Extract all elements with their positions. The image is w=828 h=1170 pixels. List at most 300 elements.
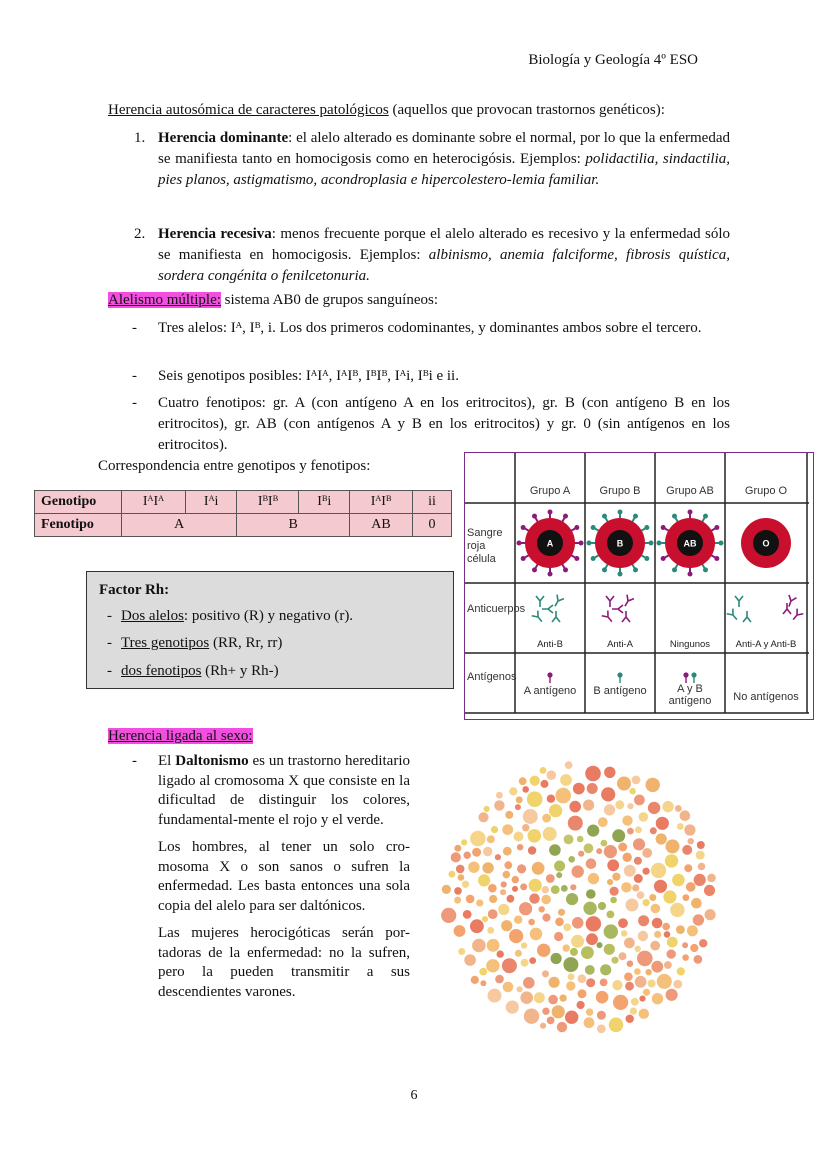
- ishihara-dot: [615, 800, 624, 809]
- ishihara-dot: [487, 835, 495, 843]
- ishihara-dot: [642, 848, 652, 858]
- ishihara-dot: [572, 865, 584, 877]
- antigen-tip: [672, 567, 677, 572]
- ishihara-dot: [470, 919, 484, 933]
- ishihara-dot: [540, 767, 547, 774]
- ishihara-dot: [530, 928, 543, 941]
- ishihara-dot: [551, 885, 560, 894]
- antigen-label: A y B antígeno: [668, 683, 712, 707]
- ishihara-dot: [561, 885, 568, 892]
- ishihara-dot: [563, 944, 570, 951]
- ishihara-dot: [483, 847, 492, 856]
- ishihara-dot: [632, 884, 639, 891]
- table-cell: IᴬIᴮ: [350, 491, 413, 514]
- table-cell: Iᴬi: [185, 491, 236, 514]
- ishihara-dot: [694, 874, 706, 886]
- ishihara-dot: [631, 998, 639, 1006]
- ishihara-dot: [600, 964, 611, 975]
- table-row: [35, 514, 452, 537]
- ishihara-dot: [571, 935, 584, 948]
- ishihara-dot: [693, 914, 704, 925]
- ishihara-dot: [611, 957, 618, 964]
- ishihara-dot: [517, 986, 523, 992]
- antigen-tip: [703, 567, 708, 572]
- antigen-tip: [521, 556, 526, 561]
- ishihara-dot: [684, 824, 695, 835]
- ishihara-dot: [491, 826, 498, 833]
- ishihara-dot: [627, 960, 634, 967]
- antigen-tip: [719, 541, 724, 546]
- ishihara-dot: [684, 864, 692, 872]
- item-number: 1.: [134, 130, 146, 146]
- ishihara-dot: [515, 950, 522, 957]
- ishihara-dot: [507, 895, 515, 903]
- ishihara-dot: [480, 980, 486, 986]
- ishihara-dot: [449, 871, 456, 878]
- ishihara-dot: [656, 833, 667, 844]
- ishihara-dot: [489, 895, 497, 903]
- ishihara-dot: [687, 925, 698, 936]
- ishihara-dot: [512, 876, 519, 883]
- ishihara-dot: [572, 917, 584, 929]
- ishihara-dot: [624, 865, 636, 877]
- section-autosomal-subtitle: (aquellos que provocan trastornos genéticos):: [388, 102, 665, 118]
- ishihara-dot: [509, 929, 523, 943]
- ishihara-dot: [521, 959, 529, 967]
- ishihara-dot: [651, 863, 666, 878]
- item-bold: Herencia dominante: [158, 130, 289, 146]
- ishihara-dot: [654, 880, 667, 893]
- ishihara-dot: [624, 972, 633, 981]
- item-text: : el alelo alterado es dominante sobre el normal, por lo que la enfermedad se manifiesta tanto en homocigosis como en heterocigósis. Ejemplos:: [158, 130, 730, 167]
- ishihara-dot: [597, 1024, 606, 1033]
- ishihara-dot: [696, 851, 705, 860]
- antibody-label: Anti-A: [607, 639, 633, 650]
- antigen-icon: [683, 672, 688, 683]
- ishihara-dot: [650, 941, 660, 951]
- ishihara-dot: [512, 886, 518, 892]
- page-header: Biología y Geología 4º ESO: [528, 52, 698, 68]
- ishihara-dot: [478, 812, 488, 822]
- ishihara-dot: [596, 991, 609, 1004]
- ishihara-dot: [505, 811, 513, 819]
- ishihara-dot: [652, 918, 663, 929]
- ishihara-dot: [634, 795, 645, 806]
- ishihara-dot: [598, 817, 608, 827]
- antigen-label: A antígeno: [523, 685, 577, 697]
- bullet-text: Tres alelos: Iᴬ, Iᴮ, i. Los dos primeros codominantes, y dominantes ambos sobre el tercero.: [158, 320, 702, 336]
- ishihara-dot: [621, 882, 631, 892]
- section-sex-linked: [108, 726, 253, 747]
- ishihara-dot: [458, 948, 465, 955]
- ishihara-dot: [607, 879, 613, 885]
- ishihara-dot: [563, 923, 571, 931]
- ishihara-dot: [488, 989, 502, 1003]
- bullet-text: Seis genotipos posibles: IᴬIᴬ, IᴬIᴮ, IᴮIᴮ, Iᴬi, Iᴮi e ii.: [158, 368, 459, 384]
- ishihara-dot: [541, 780, 549, 788]
- antigen-tip: [688, 510, 693, 515]
- section-sex-linked-title: Herencia ligada al sexo:: [108, 728, 253, 744]
- ishihara-dot: [651, 904, 661, 914]
- ishihara-dot: [648, 980, 656, 988]
- table-cell: IᴬIᴬ: [122, 491, 186, 514]
- antibody-icon: [536, 596, 544, 607]
- blood-group-chart: [464, 452, 814, 720]
- ishihara-dot: [635, 826, 642, 833]
- ishihara-dot: [634, 968, 641, 975]
- ishihara-dot: [488, 909, 498, 919]
- ishihara-dot: [677, 823, 684, 830]
- ishihara-dot: [529, 879, 542, 892]
- antigen-tip: [517, 541, 522, 546]
- paragraph: Las mujeres herocigóticas serán por-tadoras de la enfermedad: no la sufren, pero la pueden transmitir a sus descendientes varones.: [158, 925, 410, 1000]
- ishihara-dot: [657, 974, 672, 989]
- ishihara-dot: [690, 944, 698, 952]
- ishihara-dot: [604, 845, 617, 858]
- ishihara-dot: [487, 939, 500, 952]
- ishihara-dot: [494, 800, 504, 810]
- ishihara-dot: [547, 795, 555, 803]
- ishihara-dot: [514, 832, 524, 842]
- ishihara-dot: [503, 982, 514, 993]
- ishihara-dot: [612, 980, 622, 990]
- antibody-icon: [790, 609, 803, 623]
- ishihara-dot: [546, 874, 555, 883]
- antigen-tip: [618, 572, 623, 577]
- ishihara-dot: [704, 885, 715, 896]
- bullet-text: Cuatro fenotipos: gr. A (con antígeno A en los eritrocitos), gr. B (con antígeno B en los eritrocitos), gr. AB (con antígenos A y B en los eritrocitos) y gr. 0 (sin antígenos en los eritrocitos).: [158, 395, 730, 453]
- table-cell: A: [122, 514, 237, 537]
- antigen-tip: [602, 514, 607, 519]
- ishihara-dot: [540, 1023, 546, 1029]
- group-header: Grupo AB: [666, 485, 714, 497]
- ishihara-dot: [549, 844, 561, 856]
- ishihara-dot: [549, 804, 562, 817]
- ishihara-dot: [519, 902, 532, 915]
- antibody-label: Ningunos: [669, 639, 711, 650]
- item-bold: Herencia recesiva: [158, 226, 272, 242]
- ishihara-dot: [569, 801, 581, 813]
- ishihara-dot: [555, 918, 564, 927]
- ishihara-dot: [667, 937, 678, 948]
- ishihara-dot: [537, 944, 550, 957]
- antibody-icon: [602, 611, 615, 625]
- antibody-icon: [735, 596, 743, 607]
- antigen-tip: [657, 541, 662, 546]
- ishihara-dot: [581, 946, 594, 959]
- antigen-tip: [672, 514, 677, 519]
- ishihara-dot: [470, 831, 486, 847]
- ishihara-dot: [552, 1005, 565, 1018]
- ishihara-dot: [549, 977, 560, 988]
- ishihara-dot: [626, 1015, 634, 1023]
- antigen-icon: [547, 672, 552, 683]
- ishihara-dot: [577, 1001, 585, 1009]
- ishihara-dot: [570, 884, 576, 890]
- ishihara-dot: [532, 862, 545, 875]
- ishihara-dot: [503, 847, 512, 856]
- ishihara-dot: [613, 995, 628, 1010]
- ishihara-dot: [635, 976, 647, 988]
- ishihara-dot: [645, 969, 651, 975]
- ishihara-dot: [476, 899, 483, 906]
- ishihara-dot: [454, 845, 461, 852]
- ishihara-dot: [639, 996, 645, 1002]
- antigen-tip: [591, 525, 596, 530]
- antigen-tip: [563, 514, 568, 519]
- ishihara-dot: [509, 787, 517, 795]
- ishihara-dot: [664, 961, 672, 969]
- ishihara-dot: [498, 904, 509, 915]
- ishihara-dot: [587, 783, 598, 794]
- ishihara-dot: [501, 920, 512, 931]
- ishihara-dot: [683, 894, 690, 901]
- ishihara-dot: [630, 788, 636, 794]
- ishihara-dot: [454, 887, 462, 895]
- ishihara-dot: [542, 970, 549, 977]
- antigen-tip: [661, 525, 666, 530]
- ishihara-dot: [691, 898, 702, 909]
- ishihara-dot: [496, 792, 503, 799]
- row-label: Anticuerpos: [467, 603, 526, 615]
- ishihara-dot: [556, 872, 562, 878]
- ishihara-dot: [612, 873, 620, 881]
- ishihara-dot: [666, 839, 680, 853]
- ishihara-dot: [652, 993, 663, 1004]
- ishihara-dot: [454, 925, 466, 937]
- item-text: : menos frecuente porque el alelo alterado es recesivo y la enfermedad sólo se manifiesta en homocigosis. Ejemplos:: [158, 226, 731, 263]
- antigen-tip: [587, 541, 592, 546]
- cell-letter: A: [546, 538, 554, 549]
- ishihara-dot: [541, 895, 551, 905]
- ishihara-dot: [585, 965, 595, 975]
- ishihara-dot: [624, 938, 635, 949]
- rh-factor-box: [86, 571, 454, 689]
- row-label: Antígenos: [467, 671, 517, 683]
- antibody-label: Anti-B: [537, 639, 563, 650]
- antibody-icon: [743, 611, 751, 622]
- ishihara-dot: [604, 924, 618, 938]
- ishihara-dot: [472, 848, 481, 857]
- rh-item-text: (Rh+ y Rh-): [201, 663, 279, 679]
- ishihara-dot: [635, 946, 641, 952]
- antigen-tip: [591, 556, 596, 561]
- ishihara-dot: [627, 828, 634, 835]
- antigen-tip: [714, 556, 719, 561]
- ishihara-dot: [682, 942, 688, 948]
- ishihara-dot: [542, 1008, 549, 1015]
- ishihara-dot: [578, 974, 587, 983]
- ishihara-dot: [554, 932, 563, 941]
- antibody-icon: [606, 596, 614, 607]
- dominant-item: [134, 128, 730, 191]
- ishihara-dot: [584, 843, 594, 853]
- ishihara-dot: [527, 791, 543, 807]
- ishihara-dot: [557, 1022, 567, 1032]
- antigen-tip: [633, 514, 638, 519]
- antigen-icon: [691, 672, 696, 683]
- antigen-tip: [618, 510, 623, 515]
- ishihara-dot: [662, 801, 673, 812]
- ishihara-dot: [586, 889, 596, 899]
- ishihara-dot: [463, 910, 472, 919]
- antibody-icon: [727, 609, 740, 623]
- ishihara-dot: [558, 909, 565, 916]
- table-cell: AB: [350, 514, 413, 537]
- ishihara-dot: [547, 770, 557, 780]
- ishihara-dot: [521, 942, 527, 948]
- item-examples: albinismo, anemia falciforme, fibrosis quística, sordera congénita o fenilcetonuria.: [158, 247, 730, 284]
- ishihara-dot: [504, 861, 512, 869]
- ishihara-dot: [464, 954, 476, 966]
- ishihara-dot: [680, 810, 691, 821]
- ishihara-dot: [462, 881, 469, 888]
- section-multiple-allelism-subtitle: sistema AB0 de grupos sanguíneos:: [220, 292, 438, 308]
- ishihara-dot: [577, 836, 584, 843]
- group-header: Grupo O: [744, 485, 788, 497]
- paragraph: Los hombres, al tener un solo cro-mosoma X o son sanos o sufren la enfermedad. Les basta entonces una sola copia del alelo para ser daltónicos.: [158, 839, 410, 914]
- table-cell: Iᴮi: [299, 491, 350, 514]
- ishihara-dot: [468, 862, 479, 873]
- antigen-tip: [661, 556, 666, 561]
- antibody-icon: [542, 605, 553, 613]
- ishihara-dot: [578, 989, 587, 998]
- ishihara-dot: [488, 884, 497, 893]
- ishihara-dot: [520, 883, 527, 890]
- ishihara-dot: [612, 829, 625, 842]
- ishihara-dot: [598, 902, 606, 910]
- ishihara-dot: [516, 796, 523, 803]
- ishihara-dot: [707, 874, 716, 883]
- antibody-icon: [532, 611, 545, 625]
- ishihara-dot: [646, 778, 660, 792]
- text: El: [158, 753, 176, 769]
- ishihara-dot: [451, 852, 461, 862]
- ishihara-dot: [672, 874, 685, 887]
- antigen-tip: [649, 541, 654, 546]
- ishihara-dot: [639, 1009, 649, 1019]
- antigen-tip: [532, 514, 537, 519]
- antigen-tip: [602, 567, 607, 572]
- ishihara-dot: [464, 852, 471, 859]
- ishihara-dot: [568, 816, 583, 831]
- antigen-tip: [644, 556, 649, 561]
- ishihara-dot: [560, 774, 572, 786]
- rh-item-key: Tres genotipos: [121, 635, 210, 651]
- item-examples: polidactilia, sindactilia, pies planos, astigmatismo, acondroplasia e hipercolestero-lemia familiar.: [158, 151, 730, 188]
- ishihara-dot: [548, 995, 558, 1005]
- ishihara-dot: [662, 923, 670, 931]
- ishihara-dot: [517, 844, 523, 850]
- ishihara-dot: [654, 931, 661, 938]
- ishihara-dot: [441, 908, 456, 923]
- ishihara-dot: [604, 767, 615, 778]
- ishihara-dot: [530, 776, 540, 786]
- item-number: 2.: [134, 226, 146, 242]
- ishihara-dot: [604, 804, 615, 815]
- bullet-phenotypes: - Cuatro fenotipos: gr. A (con antígeno A en los eritrocitos), gr. B (con antígeno B en los eritrocitos), gr. AB (con antígenos A y B en los eritrocitos) y gr. 0 (sin antígenos en los eritrocitos).: [132, 395, 730, 453]
- ishihara-dot: [566, 893, 578, 905]
- row-label: Sangre roja célula: [467, 527, 503, 565]
- ishihara-dot: [583, 800, 594, 811]
- cell-letter: O: [762, 538, 770, 549]
- ishihara-dots: [432, 752, 728, 1042]
- ishihara-dot: [482, 862, 493, 873]
- ishihara-dot: [583, 902, 596, 915]
- section-autosomal-title: Herencia autosómica de caracteres patológicos: [108, 102, 389, 118]
- ishihara-dot: [479, 968, 487, 976]
- ishihara-dot: [622, 815, 632, 825]
- bullet-genotypes: - Seis genotipos posibles: IᴬIᴬ, IᴬIᴮ, IᴮIᴮ, Iᴬi, Iᴮi e ii.: [132, 368, 459, 384]
- ishihara-dot: [656, 817, 669, 830]
- antigen-tip: [548, 510, 553, 515]
- ishihara-dot: [634, 857, 642, 865]
- rh-item-text: : positivo (R) y negativo (r).: [183, 608, 354, 624]
- ishihara-dot: [568, 973, 575, 980]
- ishihara-dot: [627, 803, 633, 809]
- ishihara-dot: [633, 838, 645, 850]
- antigen-tip: [644, 525, 649, 530]
- cell-letter: B: [616, 538, 624, 549]
- ishihara-dot: [524, 1009, 539, 1024]
- ishihara-dot: [570, 948, 578, 956]
- ishihara-dot: [607, 859, 619, 871]
- ishihara-dot: [673, 980, 682, 989]
- ishihara-dot: [471, 976, 479, 984]
- ishihara-dot: [578, 851, 584, 857]
- ishihara-dot: [586, 1008, 593, 1015]
- ishihara-dot: [543, 827, 557, 841]
- ishihara-dot: [625, 982, 634, 991]
- ishihara-dot: [482, 916, 488, 922]
- recessive-item: [134, 224, 731, 287]
- ishihara-dot: [566, 981, 575, 990]
- ishihara-dot: [478, 874, 490, 886]
- ishihara-dot: [596, 848, 602, 854]
- ishihara-dot: [663, 890, 676, 903]
- ishihara-dot: [676, 925, 685, 934]
- rh-item: - dos fenotipos (Rh+ y Rh-): [107, 663, 279, 679]
- ishihara-dot: [519, 777, 527, 785]
- antigen-tip: [563, 567, 568, 572]
- antigen-tip: [521, 525, 526, 530]
- ishihara-dot: [542, 914, 550, 922]
- ishihara-dot: [686, 882, 696, 892]
- table-cell: B: [237, 514, 350, 537]
- ishihara-dot: [487, 927, 494, 934]
- ishihara-dot: [688, 838, 694, 844]
- antibody-icon: [622, 595, 634, 609]
- ishihara-dot: [565, 1011, 578, 1024]
- ishihara-dot: [584, 1017, 595, 1028]
- antigen-tip: [574, 525, 579, 530]
- antigen-tip: [688, 572, 693, 577]
- daltonism-term: Daltonismo: [175, 753, 249, 769]
- ishihara-dot: [675, 805, 682, 812]
- ishihara-dot: [564, 835, 574, 845]
- table-cell: IᴮIᴮ: [237, 491, 299, 514]
- ishihara-dot: [563, 957, 578, 972]
- ishihara-dot: [587, 825, 599, 837]
- ishihara-dot: [500, 889, 506, 895]
- antigen-tip: [574, 556, 579, 561]
- ishihara-dot: [529, 893, 539, 903]
- antigen-tip: [548, 572, 553, 577]
- ishihara-dot: [682, 954, 689, 961]
- rh-item: - Dos alelos: positivo (R) y negativo (r).: [107, 608, 354, 624]
- ishihara-dot: [619, 952, 627, 960]
- antigen-tip: [633, 567, 638, 572]
